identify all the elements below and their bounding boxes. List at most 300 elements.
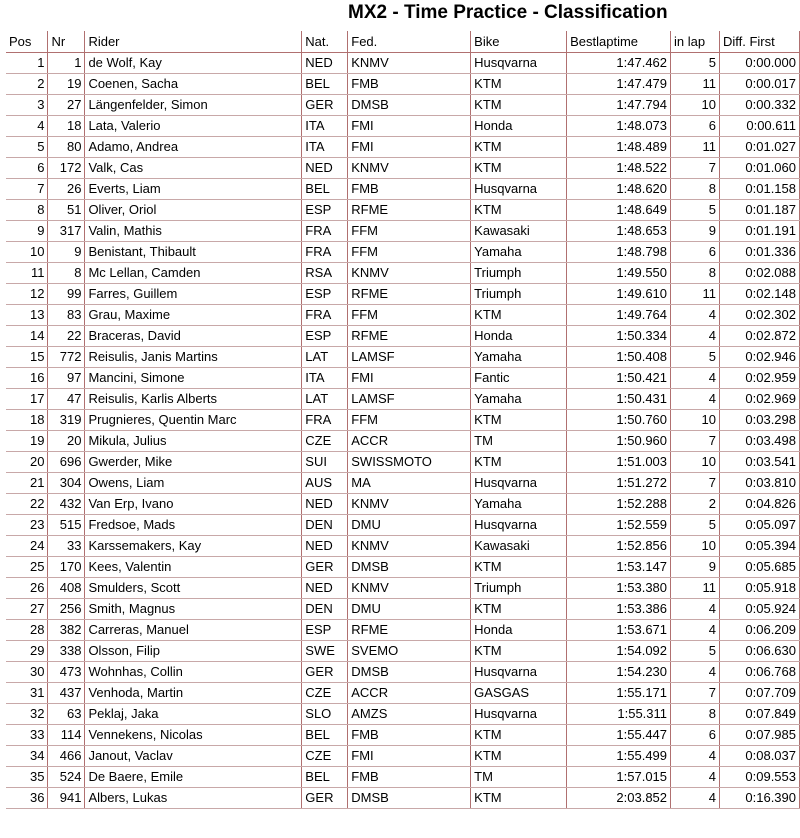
table-row <box>6 136 800 157</box>
cell-fed: DMSB <box>348 787 471 808</box>
cell-bike: Fantic <box>471 367 567 388</box>
cell-pos: 6 <box>6 157 48 178</box>
cell-bestlaptime: 1:52.559 <box>567 514 671 535</box>
cell-in-lap: 4 <box>671 598 720 619</box>
cell-rider: Adamo, Andrea <box>85 136 302 157</box>
table-row <box>6 661 800 682</box>
cell-nat: FRA <box>302 220 348 241</box>
cell-diff-first: 0:01.027 <box>719 136 799 157</box>
table-row <box>6 556 800 577</box>
cell-nr: 20 <box>48 430 85 451</box>
cell-pos: 5 <box>6 136 48 157</box>
cell-rider: Mc Lellan, Camden <box>85 262 302 283</box>
cell-nr: 114 <box>48 724 85 745</box>
classification-table <box>6 31 800 809</box>
cell-diff-first: 0:00.017 <box>719 73 799 94</box>
cell-nat: BEL <box>302 73 348 94</box>
table-row <box>6 367 800 388</box>
cell-bike: KTM <box>471 304 567 325</box>
cell-nat: BEL <box>302 178 348 199</box>
cell-diff-first: 0:00.000 <box>719 52 799 73</box>
cell-nr: 524 <box>48 766 85 787</box>
cell-nr: 317 <box>48 220 85 241</box>
cell-nr: 80 <box>48 136 85 157</box>
cell-fed: SWISSMOTO <box>348 451 471 472</box>
cell-bestlaptime: 2:03.852 <box>567 787 671 808</box>
table-row <box>6 73 800 94</box>
cell-nat: BEL <box>302 724 348 745</box>
cell-in-lap: 5 <box>671 52 720 73</box>
cell-bike: Honda <box>471 619 567 640</box>
cell-bike: Husqvarna <box>471 703 567 724</box>
cell-fed: MA <box>348 472 471 493</box>
cell-in-lap: 10 <box>671 451 720 472</box>
cell-pos: 31 <box>6 682 48 703</box>
cell-bike: Yamaha <box>471 388 567 409</box>
cell-nr: 22 <box>48 325 85 346</box>
cell-rider: Smith, Magnus <box>85 598 302 619</box>
col-header-diff-first: Diff. First <box>719 31 799 52</box>
cell-pos: 12 <box>6 283 48 304</box>
cell-nr: 170 <box>48 556 85 577</box>
table-row <box>6 640 800 661</box>
cell-rider: Van Erp, Ivano <box>85 493 302 514</box>
cell-nr: 83 <box>48 304 85 325</box>
cell-in-lap: 8 <box>671 262 720 283</box>
cell-fed: ACCR <box>348 682 471 703</box>
table-row <box>6 745 800 766</box>
cell-rider: Valin, Mathis <box>85 220 302 241</box>
cell-rider: Fredsoe, Mads <box>85 514 302 535</box>
cell-diff-first: 0:07.849 <box>719 703 799 724</box>
table-row <box>6 619 800 640</box>
cell-diff-first: 0:02.148 <box>719 283 799 304</box>
cell-bike: KTM <box>471 451 567 472</box>
cell-in-lap: 6 <box>671 241 720 262</box>
cell-nat: FRA <box>302 409 348 430</box>
cell-diff-first: 0:08.037 <box>719 745 799 766</box>
cell-nr: 47 <box>48 388 85 409</box>
cell-bike: Husqvarna <box>471 178 567 199</box>
cell-bike: Husqvarna <box>471 472 567 493</box>
cell-bestlaptime: 1:55.311 <box>567 703 671 724</box>
cell-rider: Grau, Maxime <box>85 304 302 325</box>
cell-bestlaptime: 1:52.288 <box>567 493 671 514</box>
col-header-nr: Nr <box>48 31 85 52</box>
cell-bestlaptime: 1:48.653 <box>567 220 671 241</box>
cell-diff-first: 0:05.924 <box>719 598 799 619</box>
cell-in-lap: 6 <box>671 724 720 745</box>
cell-nr: 97 <box>48 367 85 388</box>
cell-nr: 19 <box>48 73 85 94</box>
cell-bestlaptime: 1:53.671 <box>567 619 671 640</box>
cell-rider: Farres, Guillem <box>85 283 302 304</box>
cell-fed: DMSB <box>348 556 471 577</box>
cell-bike: Husqvarna <box>471 514 567 535</box>
cell-pos: 9 <box>6 220 48 241</box>
cell-rider: Valk, Cas <box>85 157 302 178</box>
cell-nr: 408 <box>48 577 85 598</box>
cell-pos: 16 <box>6 367 48 388</box>
cell-nat: AUS <box>302 472 348 493</box>
cell-pos: 2 <box>6 73 48 94</box>
cell-rider: Braceras, David <box>85 325 302 346</box>
cell-diff-first: 0:01.060 <box>719 157 799 178</box>
cell-nat: ITA <box>302 136 348 157</box>
cell-rider: Benistant, Thibault <box>85 241 302 262</box>
cell-rider: Albers, Lukas <box>85 787 302 808</box>
cell-nat: ESP <box>302 199 348 220</box>
cell-in-lap: 9 <box>671 556 720 577</box>
cell-bestlaptime: 1:48.489 <box>567 136 671 157</box>
cell-fed: RFME <box>348 325 471 346</box>
cell-in-lap: 8 <box>671 178 720 199</box>
cell-bike: GASGAS <box>471 682 567 703</box>
cell-diff-first: 0:06.630 <box>719 640 799 661</box>
cell-fed: FMB <box>348 724 471 745</box>
cell-in-lap: 5 <box>671 346 720 367</box>
table-row <box>6 451 800 472</box>
cell-bike: Yamaha <box>471 241 567 262</box>
cell-nr: 172 <box>48 157 85 178</box>
cell-rider: Coenen, Sacha <box>85 73 302 94</box>
cell-in-lap: 10 <box>671 409 720 430</box>
cell-bike: KTM <box>471 724 567 745</box>
cell-bestlaptime: 1:48.073 <box>567 115 671 136</box>
cell-fed: KNMV <box>348 493 471 514</box>
table-row <box>6 388 800 409</box>
table-row <box>6 241 800 262</box>
cell-diff-first: 0:02.872 <box>719 325 799 346</box>
cell-pos: 32 <box>6 703 48 724</box>
cell-bike: Husqvarna <box>471 661 567 682</box>
cell-nat: ESP <box>302 325 348 346</box>
cell-bestlaptime: 1:49.610 <box>567 283 671 304</box>
cell-fed: ACCR <box>348 430 471 451</box>
cell-pos: 25 <box>6 556 48 577</box>
cell-pos: 22 <box>6 493 48 514</box>
cell-nat: SWE <box>302 640 348 661</box>
cell-diff-first: 0:02.302 <box>719 304 799 325</box>
cell-fed: DMU <box>348 598 471 619</box>
cell-pos: 33 <box>6 724 48 745</box>
cell-bestlaptime: 1:54.230 <box>567 661 671 682</box>
cell-fed: KNMV <box>348 577 471 598</box>
cell-fed: FFM <box>348 220 471 241</box>
cell-rider: Mikula, Julius <box>85 430 302 451</box>
table-row <box>6 787 800 808</box>
cell-bestlaptime: 1:48.649 <box>567 199 671 220</box>
cell-rider: Gwerder, Mike <box>85 451 302 472</box>
cell-pos: 20 <box>6 451 48 472</box>
cell-fed: KNMV <box>348 52 471 73</box>
cell-pos: 4 <box>6 115 48 136</box>
cell-in-lap: 4 <box>671 388 720 409</box>
cell-fed: KNMV <box>348 157 471 178</box>
cell-nr: 33 <box>48 535 85 556</box>
cell-nat: RSA <box>302 262 348 283</box>
cell-diff-first: 0:01.158 <box>719 178 799 199</box>
cell-diff-first: 0:06.209 <box>719 619 799 640</box>
cell-bestlaptime: 1:55.499 <box>567 745 671 766</box>
cell-bestlaptime: 1:53.386 <box>567 598 671 619</box>
cell-bestlaptime: 1:50.760 <box>567 409 671 430</box>
cell-bestlaptime: 1:47.794 <box>567 94 671 115</box>
cell-fed: DMSB <box>348 661 471 682</box>
cell-rider: Peklaj, Jaka <box>85 703 302 724</box>
cell-nr: 9 <box>48 241 85 262</box>
col-header-bike: Bike <box>471 31 567 52</box>
cell-fed: FMB <box>348 178 471 199</box>
cell-nat: LAT <box>302 346 348 367</box>
cell-rider: Everts, Liam <box>85 178 302 199</box>
cell-bike: KTM <box>471 136 567 157</box>
cell-in-lap: 11 <box>671 73 720 94</box>
cell-rider: Owens, Liam <box>85 472 302 493</box>
cell-pos: 10 <box>6 241 48 262</box>
cell-fed: FMB <box>348 766 471 787</box>
cell-nr: 466 <box>48 745 85 766</box>
cell-rider: Wohnhas, Collin <box>85 661 302 682</box>
col-header-fed: Fed. <box>348 31 471 52</box>
cell-bike: TM <box>471 430 567 451</box>
cell-rider: Lata, Valerio <box>85 115 302 136</box>
cell-bike: TM <box>471 766 567 787</box>
cell-nat: ITA <box>302 367 348 388</box>
cell-fed: FMI <box>348 136 471 157</box>
cell-nat: GER <box>302 556 348 577</box>
cell-nr: 99 <box>48 283 85 304</box>
cell-bike: Triumph <box>471 577 567 598</box>
table-row <box>6 430 800 451</box>
cell-rider: Kees, Valentin <box>85 556 302 577</box>
table-row <box>6 94 800 115</box>
table-row <box>6 283 800 304</box>
cell-bike: KTM <box>471 745 567 766</box>
cell-diff-first: 0:03.498 <box>719 430 799 451</box>
cell-pos: 26 <box>6 577 48 598</box>
cell-nat: SLO <box>302 703 348 724</box>
cell-in-lap: 4 <box>671 325 720 346</box>
cell-pos: 30 <box>6 661 48 682</box>
cell-bike: Husqvarna <box>471 52 567 73</box>
cell-bestlaptime: 1:50.421 <box>567 367 671 388</box>
cell-nat: GER <box>302 94 348 115</box>
cell-pos: 14 <box>6 325 48 346</box>
cell-nr: 26 <box>48 178 85 199</box>
cell-nr: 1 <box>48 52 85 73</box>
table-row <box>6 199 800 220</box>
cell-fed: FMB <box>348 73 471 94</box>
cell-fed: FMI <box>348 367 471 388</box>
cell-nat: CZE <box>302 430 348 451</box>
cell-in-lap: 4 <box>671 787 720 808</box>
cell-nr: 51 <box>48 199 85 220</box>
cell-fed: RFME <box>348 283 471 304</box>
cell-in-lap: 4 <box>671 304 720 325</box>
cell-in-lap: 10 <box>671 535 720 556</box>
cell-pos: 29 <box>6 640 48 661</box>
cell-nr: 432 <box>48 493 85 514</box>
table-row <box>6 346 800 367</box>
cell-bike: Yamaha <box>471 346 567 367</box>
cell-nat: NED <box>302 577 348 598</box>
cell-in-lap: 7 <box>671 430 720 451</box>
cell-fed: DMU <box>348 514 471 535</box>
cell-nat: NED <box>302 493 348 514</box>
cell-fed: SVEMO <box>348 640 471 661</box>
cell-bestlaptime: 1:49.764 <box>567 304 671 325</box>
cell-nat: BEL <box>302 766 348 787</box>
cell-rider: Reisulis, Karlis Alberts <box>85 388 302 409</box>
cell-diff-first: 0:01.187 <box>719 199 799 220</box>
cell-diff-first: 0:05.097 <box>719 514 799 535</box>
cell-nat: FRA <box>302 241 348 262</box>
cell-bestlaptime: 1:50.960 <box>567 430 671 451</box>
cell-diff-first: 0:05.394 <box>719 535 799 556</box>
cell-bestlaptime: 1:53.380 <box>567 577 671 598</box>
cell-rider: De Baere, Emile <box>85 766 302 787</box>
cell-in-lap: 7 <box>671 157 720 178</box>
cell-diff-first: 0:04.826 <box>719 493 799 514</box>
cell-nat: FRA <box>302 304 348 325</box>
cell-fed: KNMV <box>348 262 471 283</box>
table-row <box>6 409 800 430</box>
table-row <box>6 178 800 199</box>
cell-nat: GER <box>302 787 348 808</box>
cell-pos: 8 <box>6 199 48 220</box>
cell-diff-first: 0:01.191 <box>719 220 799 241</box>
cell-nr: 338 <box>48 640 85 661</box>
cell-in-lap: 4 <box>671 766 720 787</box>
cell-in-lap: 6 <box>671 115 720 136</box>
cell-fed: AMZS <box>348 703 471 724</box>
cell-diff-first: 0:16.390 <box>719 787 799 808</box>
cell-pos: 3 <box>6 94 48 115</box>
cell-in-lap: 4 <box>671 745 720 766</box>
table-row <box>6 493 800 514</box>
cell-fed: RFME <box>348 199 471 220</box>
cell-bestlaptime: 1:57.015 <box>567 766 671 787</box>
cell-bestlaptime: 1:50.408 <box>567 346 671 367</box>
cell-fed: DMSB <box>348 94 471 115</box>
cell-pos: 17 <box>6 388 48 409</box>
cell-nr: 696 <box>48 451 85 472</box>
cell-bestlaptime: 1:53.147 <box>567 556 671 577</box>
cell-bike: KTM <box>471 598 567 619</box>
cell-diff-first: 0:02.946 <box>719 346 799 367</box>
cell-rider: Mancini, Simone <box>85 367 302 388</box>
cell-bestlaptime: 1:51.003 <box>567 451 671 472</box>
cell-bestlaptime: 1:52.856 <box>567 535 671 556</box>
cell-rider: Carreras, Manuel <box>85 619 302 640</box>
cell-bike: Kawasaki <box>471 220 567 241</box>
cell-pos: 23 <box>6 514 48 535</box>
cell-in-lap: 8 <box>671 703 720 724</box>
cell-in-lap: 9 <box>671 220 720 241</box>
cell-nat: GER <box>302 661 348 682</box>
table-row <box>6 472 800 493</box>
cell-fed: KNMV <box>348 535 471 556</box>
cell-nat: NED <box>302 52 348 73</box>
cell-pos: 11 <box>6 262 48 283</box>
header-row <box>6 31 800 52</box>
cell-fed: LAMSF <box>348 388 471 409</box>
cell-in-lap: 4 <box>671 661 720 682</box>
cell-fed: LAMSF <box>348 346 471 367</box>
cell-rider: Olsson, Filip <box>85 640 302 661</box>
cell-bestlaptime: 1:48.620 <box>567 178 671 199</box>
cell-diff-first: 0:05.918 <box>719 577 799 598</box>
cell-bike: Honda <box>471 325 567 346</box>
cell-bestlaptime: 1:48.798 <box>567 241 671 262</box>
table-row <box>6 514 800 535</box>
cell-rider: Janout, Vaclav <box>85 745 302 766</box>
cell-bike: Honda <box>471 115 567 136</box>
cell-fed: FMI <box>348 745 471 766</box>
cell-rider: Venhoda, Martin <box>85 682 302 703</box>
cell-nr: 27 <box>48 94 85 115</box>
cell-diff-first: 0:02.969 <box>719 388 799 409</box>
cell-pos: 19 <box>6 430 48 451</box>
col-header-bestlaptime: Bestlaptime <box>567 31 671 52</box>
cell-bike: KTM <box>471 409 567 430</box>
cell-fed: RFME <box>348 619 471 640</box>
cell-bike: KTM <box>471 94 567 115</box>
cell-in-lap: 5 <box>671 514 720 535</box>
col-header-rider: Rider <box>85 31 302 52</box>
cell-in-lap: 11 <box>671 136 720 157</box>
table-row <box>6 598 800 619</box>
cell-in-lap: 7 <box>671 472 720 493</box>
col-header-in-lap: in lap <box>671 31 720 52</box>
cell-fed: FFM <box>348 241 471 262</box>
page-title: MX2 - Time Practice - Classification <box>348 2 668 23</box>
table-row <box>6 766 800 787</box>
cell-nat: CZE <box>302 745 348 766</box>
cell-in-lap: 11 <box>671 283 720 304</box>
cell-rider: Reisulis, Janis Martins <box>85 346 302 367</box>
cell-bike: KTM <box>471 199 567 220</box>
cell-bestlaptime: 1:48.522 <box>567 157 671 178</box>
cell-bestlaptime: 1:50.431 <box>567 388 671 409</box>
cell-diff-first: 0:02.088 <box>719 262 799 283</box>
cell-fed: FFM <box>348 304 471 325</box>
cell-diff-first: 0:02.959 <box>719 367 799 388</box>
cell-bike: Triumph <box>471 262 567 283</box>
cell-bike: Kawasaki <box>471 535 567 556</box>
cell-rider: Smulders, Scott <box>85 577 302 598</box>
cell-pos: 27 <box>6 598 48 619</box>
cell-bike: KTM <box>471 73 567 94</box>
cell-bike: KTM <box>471 157 567 178</box>
cell-nat: DEN <box>302 514 348 535</box>
cell-bike: KTM <box>471 556 567 577</box>
cell-diff-first: 0:00.332 <box>719 94 799 115</box>
cell-in-lap: 4 <box>671 619 720 640</box>
cell-nr: 304 <box>48 472 85 493</box>
cell-nr: 8 <box>48 262 85 283</box>
table-row <box>6 682 800 703</box>
cell-nr: 382 <box>48 619 85 640</box>
cell-pos: 1 <box>6 52 48 73</box>
cell-pos: 15 <box>6 346 48 367</box>
table-row <box>6 52 800 73</box>
cell-diff-first: 0:00.611 <box>719 115 799 136</box>
cell-pos: 34 <box>6 745 48 766</box>
cell-nr: 18 <box>48 115 85 136</box>
cell-rider: Karssemakers, Kay <box>85 535 302 556</box>
